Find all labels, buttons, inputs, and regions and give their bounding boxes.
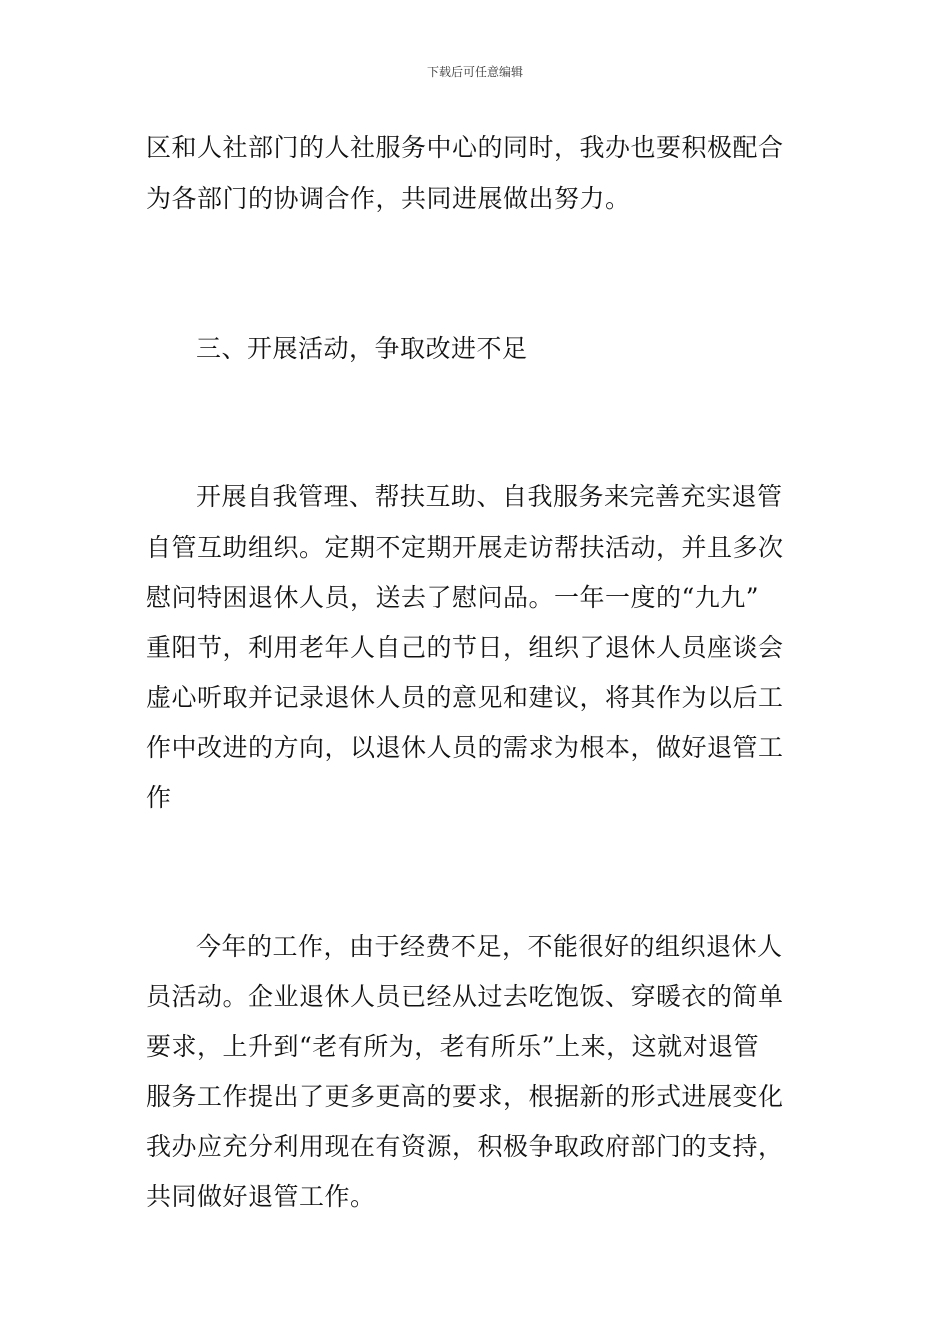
paragraph-1-line-1: 区和人社部门的人社服务中心的同时，我办也要积极配合 [146,133,784,162]
paragraph-4-line-2: 员活动。企业退休人员已经从过去吃饱饭、穿暖衣的简单 [146,982,784,1011]
section-heading: 三、开展活动，争取改进不足 [196,334,528,363]
paragraph-4-line-1: 今年的工作，由于经费不足，不能很好的组织退休人 [196,932,783,961]
paragraph-3-line-7: 作 [146,783,172,812]
paragraph-4-line-6: 共同做好退管工作。 [146,1182,376,1211]
paragraph-3-line-2: 自管互助组织。定期不定期开展走访帮扶活动，并且多次 [146,533,784,562]
paragraph-4-line-4: 服务工作提出了更多更高的要求，根据新的形式进展变化 [146,1082,784,1111]
paragraph-4-line-5: 我办应充分利用现在有资源，积极争取政府部门的支持， [146,1132,784,1161]
paragraph-3-line-6: 作中改进的方向，以退休人员的需求为根本，做好退管工 [146,733,784,762]
paragraph-4-line-3: 要求，上升到“老有所为，老有所乐”上来，这就对退管 [146,1032,760,1061]
paragraph-3-line-5: 虚心听取并记录退休人员的意见和建议，将其作为以后工 [146,683,784,712]
page-header: 下载后可任意编辑 [426,65,523,79]
paragraph-3-line-4: 重阳节，利用老年人自己的节日，组织了退休人员座谈会 [146,633,784,662]
paragraph-3-line-1: 开展自我管理、帮扶互助、自我服务来完善充实退管 [196,482,783,511]
paragraph-3-line-3: 慰问特困退休人员，送去了慰问品。一年一度的“九九” [146,583,760,612]
paragraph-1-line-2: 为各部门的协调合作，共同进展做出努力。 [146,184,631,213]
